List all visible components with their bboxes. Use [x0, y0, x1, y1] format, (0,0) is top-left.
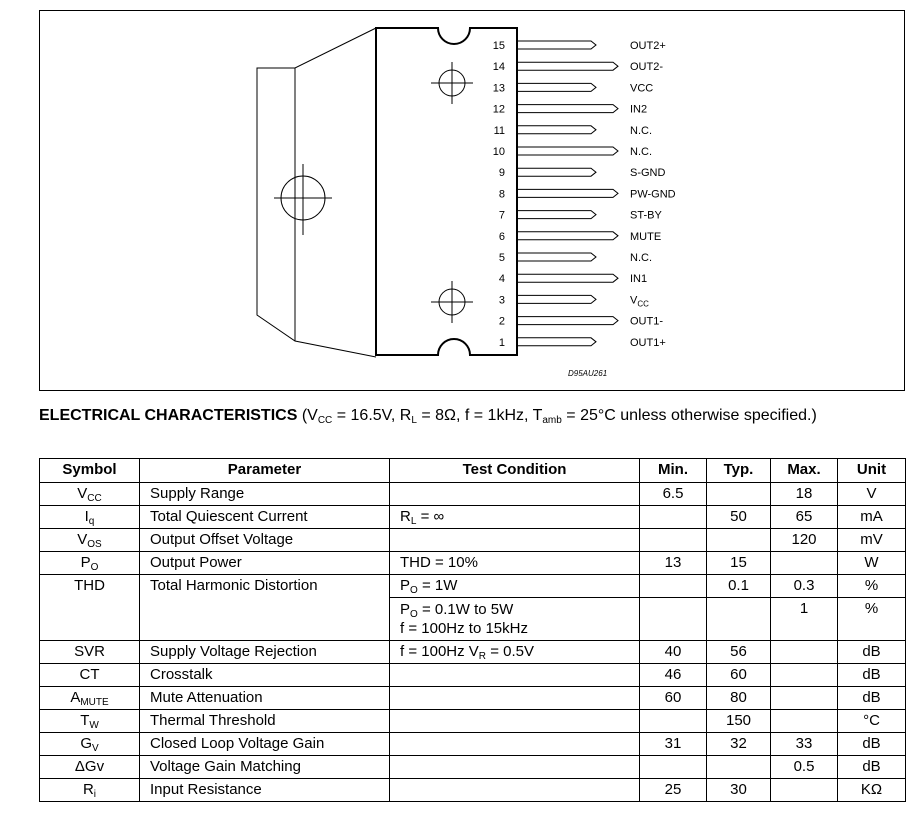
- cell-parameter: Supply Range: [140, 483, 390, 506]
- pin-4-lead: [517, 274, 618, 282]
- pin-7-lead: [517, 211, 596, 219]
- pin-label: OUT2-: [630, 61, 663, 74]
- table-row: [40, 575, 906, 598]
- pin-label: MUTE: [630, 230, 662, 243]
- pin-8-lead: [517, 189, 618, 197]
- electrical-characteristics-heading: [39, 405, 905, 426]
- cell-symbol: $V_{OS}$: [40, 529, 140, 552]
- cell-min: 40: [640, 641, 707, 664]
- cell-parameter: Crosstalk: [140, 664, 390, 687]
- table-row: [40, 506, 906, 529]
- pin-label: S-GND: [630, 167, 666, 180]
- cell-symbol: $G_V$: [40, 733, 140, 756]
- heading-tamb-sub: amb: [542, 415, 562, 426]
- pin-number: 7: [498, 209, 505, 222]
- pin-label: OUT2+: [630, 40, 666, 52]
- pin-number: 12: [492, 103, 505, 116]
- cell-test-condition: [390, 710, 640, 733]
- cell-unit: mA: [838, 506, 906, 529]
- cell-parameter: Supply Voltage Rejection: [140, 641, 390, 664]
- heading-open: (V: [297, 407, 318, 424]
- table-row: [40, 664, 906, 687]
- heading-title: ELECTRICAL CHARACTERISTICS: [39, 407, 298, 424]
- pin-label: OUT1+: [630, 336, 666, 349]
- drawing-code: D95AU261: [568, 369, 608, 378]
- header-min: Min.: [640, 459, 707, 483]
- package-body: [376, 28, 517, 355]
- cell-min: 60: [640, 687, 707, 710]
- cell-min: 31: [640, 733, 707, 756]
- pin-number: 10: [492, 146, 505, 158]
- pin-number: 11: [493, 124, 505, 137]
- heading-vcc-val: = 16.5V, R: [332, 407, 412, 424]
- table-row: [40, 756, 906, 779]
- cell-max: 1: [771, 598, 838, 641]
- cell-parameter: Voltage Gain Matching: [140, 756, 390, 779]
- cell-symbol: ΔGv: [40, 756, 140, 779]
- cell-unit: dB: [838, 756, 906, 779]
- cell-test-condition: [390, 529, 640, 552]
- pin-number: 5: [498, 252, 505, 264]
- pin-label: $V_{CC}$: [630, 294, 649, 309]
- cell-typ: 56: [707, 641, 771, 664]
- pin-number: 9: [498, 167, 505, 180]
- pin-1-lead: [517, 338, 596, 346]
- pin-label: N.C.: [630, 124, 652, 137]
- heatsink-tab-outline: [257, 28, 376, 357]
- table-row: [40, 710, 906, 733]
- cell-min: [640, 598, 707, 641]
- cell-min: 6.5: [640, 483, 707, 506]
- pin-number: 3: [498, 294, 505, 307]
- cell-typ: [707, 529, 771, 552]
- cell-test-condition: [390, 483, 640, 506]
- cell-min: [640, 506, 707, 529]
- cell-min: 13: [640, 552, 707, 575]
- pin-12-lead: [517, 105, 618, 113]
- cell-unit: W: [838, 552, 906, 575]
- pinout-diagram: [39, 10, 905, 391]
- cell-min: 25: [640, 779, 707, 802]
- cell-test-condition: [390, 756, 640, 779]
- pin-label: N.C.: [630, 252, 652, 264]
- cell-max: 120: [771, 529, 838, 552]
- table-row: [40, 641, 906, 664]
- mounting-hole-icon: [274, 164, 332, 235]
- heading-rl-sub: L: [411, 415, 417, 426]
- pin-label: N.C.: [630, 146, 652, 158]
- cell-max: [771, 710, 838, 733]
- cell-test-condition: [390, 779, 640, 802]
- table-row: [40, 779, 906, 802]
- cell-min: [640, 756, 707, 779]
- cell-symbol: $A_{MUTE}$: [40, 687, 140, 710]
- cell-unit: V: [838, 483, 906, 506]
- cell-typ: [707, 483, 771, 506]
- pin-number: 2: [498, 315, 505, 328]
- cell-min: 46: [640, 664, 707, 687]
- table-row: [40, 483, 906, 506]
- cell-max: 0.5: [771, 756, 838, 779]
- cell-typ: 50: [707, 506, 771, 529]
- cell-symbol: $I_q$: [40, 506, 140, 529]
- cell-symbol: CT: [40, 664, 140, 687]
- cell-parameter: Total Quiescent Current: [140, 506, 390, 529]
- pin-label: IN2: [630, 103, 648, 116]
- table-row: [40, 733, 906, 756]
- heading-rest: = 25°C unless otherwise specified.): [561, 407, 817, 424]
- pin-label: IN1: [630, 273, 648, 286]
- table-header-row: [40, 459, 906, 483]
- cell-max: [771, 641, 838, 664]
- cell-parameter: Total Harmonic Distortion: [140, 575, 390, 641]
- cell-min: [640, 529, 707, 552]
- cell-typ: 32: [707, 733, 771, 756]
- pin-label: OUT1-: [630, 315, 663, 328]
- pin-10-lead: [517, 147, 618, 155]
- pin-11-lead: [517, 126, 596, 134]
- pins: [493, 40, 676, 349]
- header-typ: Typ.: [707, 459, 771, 483]
- cell-max: [771, 664, 838, 687]
- cell-test-condition: f = 100Hz $V_R = 0.5V$: [390, 641, 640, 664]
- alignment-hole-top-icon: [431, 62, 473, 104]
- cell-typ: [707, 756, 771, 779]
- cell-typ: 15: [707, 552, 771, 575]
- pin-2-lead: [517, 317, 618, 325]
- pin-3-lead: [517, 295, 596, 303]
- header-unit: Unit: [838, 459, 906, 483]
- cell-max: [771, 552, 838, 575]
- cell-unit: °C: [838, 710, 906, 733]
- header-test-condition: Test Condition: [390, 459, 640, 483]
- cell-parameter: Output Offset Voltage: [140, 529, 390, 552]
- cell-parameter: Closed Loop Voltage Gain: [140, 733, 390, 756]
- cell-unit: KΩ: [838, 779, 906, 802]
- cell-test-condition: THD = 10%: [390, 552, 640, 575]
- cell-typ: 80: [707, 687, 771, 710]
- cell-test-condition: $R_L$ = ∞: [390, 506, 640, 529]
- cell-parameter: Input Resistance: [140, 779, 390, 802]
- package-drawing: [40, 11, 906, 392]
- electrical-characteristics-table: [39, 458, 906, 802]
- cell-typ: 0.1: [707, 575, 771, 598]
- cell-symbol: $T_W$: [40, 710, 140, 733]
- cell-unit: dB: [838, 733, 906, 756]
- cell-max: 65: [771, 506, 838, 529]
- header-parameter: Parameter: [140, 459, 390, 483]
- pin-number: 1: [498, 336, 505, 349]
- cell-typ: 60: [707, 664, 771, 687]
- pin-5-lead: [517, 253, 596, 261]
- heading-rl-val: = 8Ω, f = 1kHz, T: [416, 407, 543, 424]
- pin-6-lead: [517, 232, 618, 240]
- pin-9-lead: [517, 168, 596, 176]
- cell-test-condition: [390, 664, 640, 687]
- pin-15-lead: [517, 41, 596, 49]
- pin-14-lead: [517, 62, 618, 70]
- pin-number: 15: [492, 40, 505, 52]
- cell-max: [771, 687, 838, 710]
- cell-max: 18: [771, 483, 838, 506]
- pin-13-lead: [517, 83, 596, 91]
- cell-parameter: Output Power: [140, 552, 390, 575]
- cell-parameter: Mute Attenuation: [140, 687, 390, 710]
- cell-symbol: $R_i$: [40, 779, 140, 802]
- cell-unit: %: [838, 575, 906, 598]
- header-max: Max.: [771, 459, 838, 483]
- cell-test-condition: $P_O = 0.1W$ to 5W f = 100Hz to 15kHz: [390, 598, 640, 641]
- pin-label: ST-BY: [630, 209, 662, 222]
- cell-parameter: Thermal Threshold: [140, 710, 390, 733]
- pin-number: 4: [498, 273, 505, 286]
- table-row: [40, 687, 906, 710]
- cell-unit: %: [838, 598, 906, 641]
- pin-label: PW-GND: [630, 188, 676, 201]
- cell-test-condition: [390, 733, 640, 756]
- cell-max: 33: [771, 733, 838, 756]
- cell-max: [771, 779, 838, 802]
- cell-symbol: $V_{CC}$: [40, 483, 140, 506]
- table-row: [40, 529, 906, 552]
- header-symbol: Symbol: [40, 459, 140, 483]
- table-row: [40, 552, 906, 575]
- cell-min: [640, 575, 707, 598]
- cell-typ: 30: [707, 779, 771, 802]
- cell-symbol: THD: [40, 575, 140, 641]
- cell-test-condition: $P_O = 1W$: [390, 575, 640, 598]
- pin-number: 8: [498, 188, 505, 201]
- cell-unit: mV: [838, 529, 906, 552]
- cell-test-condition: [390, 687, 640, 710]
- cell-symbol: SVR: [40, 641, 140, 664]
- cell-unit: dB: [838, 664, 906, 687]
- alignment-hole-bottom-icon: [431, 281, 473, 323]
- cell-min: [640, 710, 707, 733]
- cell-max: 0.3: [771, 575, 838, 598]
- pin-number: 6: [498, 230, 505, 243]
- cell-unit: dB: [838, 641, 906, 664]
- cell-symbol: $P_O$: [40, 552, 140, 575]
- cell-typ: [707, 598, 771, 641]
- cell-typ: 150: [707, 710, 771, 733]
- pin-number: 13: [492, 82, 505, 95]
- heading-vcc-sub: CC: [317, 415, 333, 426]
- pin-label: VCC: [630, 82, 654, 95]
- pin-number: 14: [492, 61, 505, 74]
- cell-unit: dB: [838, 687, 906, 710]
